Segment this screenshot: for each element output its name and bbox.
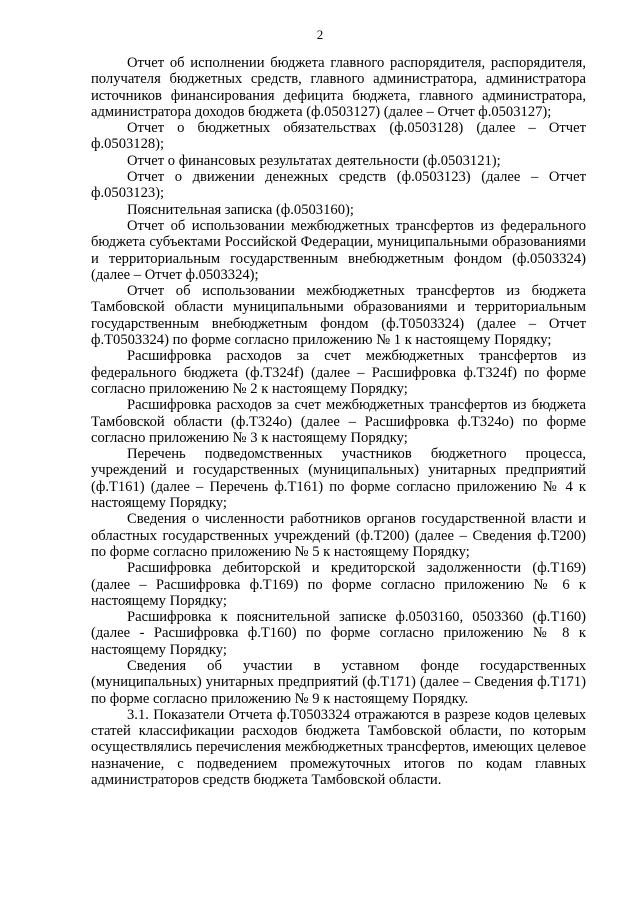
page-number: 2 <box>316 27 324 42</box>
document-body <box>91 55 586 788</box>
paragraph-report-0503121: Отчет о финансовых результатах деятельности (ф.0503121); <box>127 152 501 169</box>
paragraph-breakdown-t324o: Расшифровка расходов за счет межбюджетных трансфертов из бюджета Тамбовской области (ф.Т324о) (далее – Расшифровка ф.Т324о) по форме согласно приложению № 3 к настоящему Порядку; <box>91 397 586 446</box>
paragraph-breakdown-t160: Расшифровка к пояснительной записке ф.0503160, 0503360 (ф.Т160) (далее - Расшифровка ф.Т160) по форме согласно приложению № 8 к настоящему Порядку; <box>91 609 586 658</box>
paragraph-report-t0503324: Отчет об использовании межбюджетных трансфертов из бюджета Тамбовской области муниципальными образованиями и территориальным государственным внебюджетным фондом (ф.Т0503324) (далее – Отчет ф.Т0503324) по форме согласно приложению № 1 к настоящему Порядку; <box>91 283 586 349</box>
paragraph-explanatory-note-0503160: Пояснительная записка (ф.0503160); <box>127 201 354 218</box>
paragraph-report-0503123: Отчет о движении денежных средств (ф.0503123) (далее – Отчет ф.0503123); <box>91 169 586 202</box>
paragraph-info-t171: Сведения об участии в уставном фонде государственных (муниципальных) унитарных предприятий (ф.Т171) (далее – Сведения ф.Т171) по форме согласно приложению № 9 к настоящему Порядку. <box>91 657 586 707</box>
paragraph-breakdown-t324f: Расшифровка расходов за счет межбюджетных трансфертов из федерального бюджета (ф.Т324f) (далее – Расшифровка ф.Т324f) по форме согласно приложению № 2 к настоящему Порядку; <box>91 348 586 397</box>
paragraph-report-0503128: Отчет о бюджетных обязательствах (ф.0503128) (далее – Отчет ф.0503128); <box>91 120 586 153</box>
paragraph-section-3-1: 3.1. Показатели Отчета ф.Т0503324 отражаются в разрезе кодов целевых статей классификации расходов бюджета Тамбовской области, по которым осуществлялись перечисления межбюджетных трансфертов, имеющих целевое назначение, с подведением промежуточных итогов по кодам главных администраторов средств бюджета Тамбовской области. <box>91 706 586 789</box>
paragraph-list-t161: Перечень подведомственных участников бюджетного процесса, учреждений и государственных (муниципальных) унитарных предприятий (ф.Т161) (далее – Перечень ф.Т161) по форме согласно приложению № 4 к настоящему Порядку; <box>91 446 586 512</box>
paragraph-report-0503127: Отчет об исполнении бюджета главного распорядителя, распорядителя, получателя бюджетных средств, главного администратора, администратора источников финансирования дефицита бюджета, главного администратора, администратора доходов бюджета (ф.0503127) (далее – Отчет ф.0503127); <box>91 55 586 120</box>
paragraph-info-t200: Сведения о численности работников органов государственной власти и областных государственных учреждений (ф.Т200) (далее – Сведения ф.Т200) по форме согласно приложению № 5 к настоящему Порядку; <box>91 511 586 560</box>
paragraph-breakdown-t169: Расшифровка дебиторской и кредиторской задолженности (ф.Т169) (далее – Расшифровка ф.Т169) по форме согласно приложению № 6 к настоящему Порядку; <box>91 560 586 609</box>
paragraph-report-0503324: Отчет об использовании межбюджетных трансфертов из федерального бюджета субъектами Российской Федерации, муниципальными образованиями и территориальным государственным внебюджетным фондом (ф.0503324) (далее – Отчет ф.0503324); <box>91 217 586 283</box>
